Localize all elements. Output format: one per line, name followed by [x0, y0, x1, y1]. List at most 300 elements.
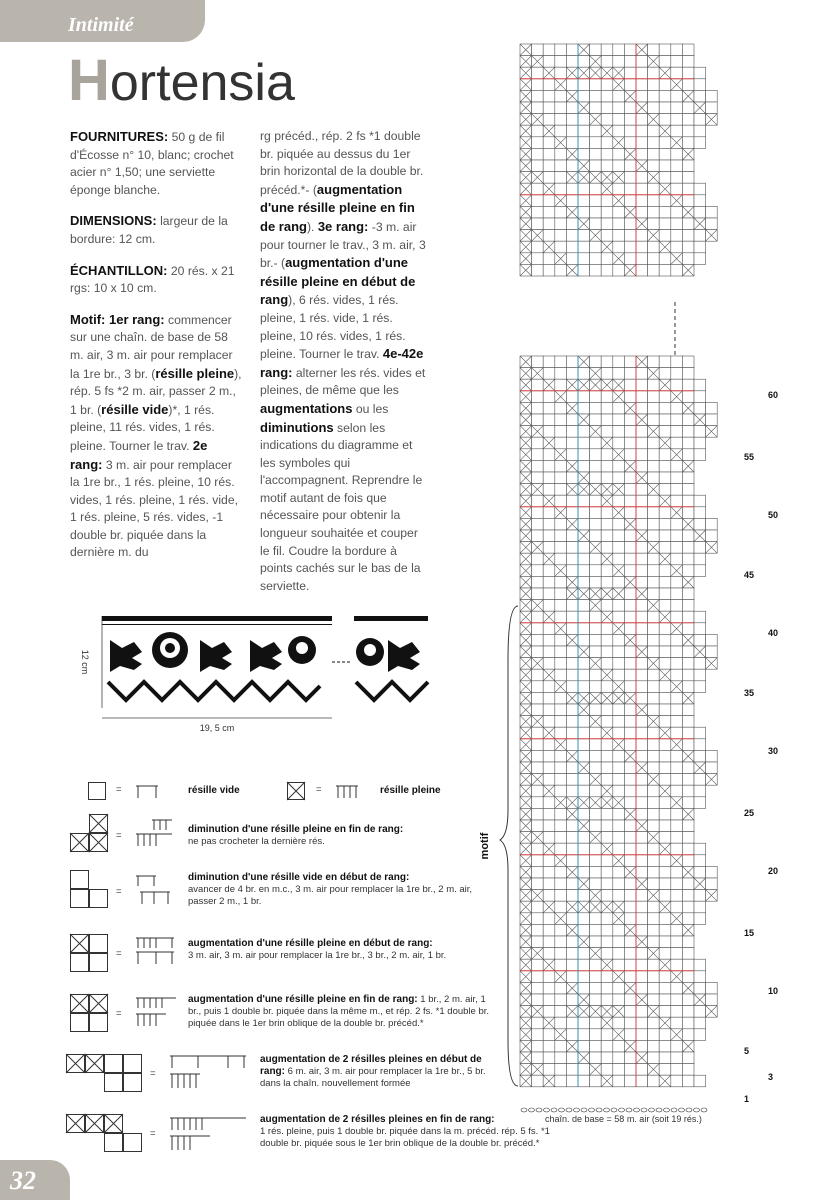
grid-cell	[694, 67, 706, 79]
grid-cell	[671, 924, 683, 936]
grid-cell	[682, 936, 694, 948]
grid-cell	[543, 530, 555, 542]
grid-cell	[648, 994, 660, 1006]
grid-cell	[636, 460, 648, 472]
grid-cell	[543, 1052, 555, 1064]
base-chain-stitch	[634, 1108, 640, 1112]
base-chain-stitch	[529, 1108, 535, 1112]
grid-cell	[613, 924, 625, 936]
grid-cell	[682, 437, 694, 449]
grid-cell	[694, 79, 706, 91]
grid-cell	[648, 727, 660, 739]
grid-cell	[636, 959, 648, 971]
grid-cell	[578, 495, 590, 507]
grid-cell	[671, 634, 683, 646]
grid-cell	[566, 472, 578, 484]
grid-cell	[682, 391, 694, 403]
grid-cell	[636, 971, 648, 983]
legend-title: résille pleine	[380, 785, 441, 796]
grid-cell	[590, 460, 602, 472]
base-chain-stitch	[626, 1108, 632, 1112]
grid-cell	[671, 206, 683, 218]
grid-cell	[578, 750, 590, 762]
grid-cell	[636, 125, 648, 137]
grid-cell	[636, 391, 648, 403]
grid-cell	[566, 391, 578, 403]
row-label: 20	[768, 866, 779, 876]
grid-cell	[648, 102, 660, 114]
grid-cell	[671, 484, 683, 496]
grid-cell	[532, 67, 544, 79]
grid-cell	[555, 669, 567, 681]
grid-cell	[636, 56, 648, 68]
base-chain-stitch	[649, 1108, 655, 1112]
grid-cell	[624, 472, 636, 484]
grid-cell	[601, 368, 613, 380]
grid-cell	[543, 172, 555, 184]
grid-cell	[601, 948, 613, 960]
grid-cell	[532, 518, 544, 530]
grid-cell	[578, 1017, 590, 1029]
grid-cell	[613, 414, 625, 426]
grid-cell	[543, 808, 555, 820]
grid-cell	[555, 472, 567, 484]
grid-cell	[671, 901, 683, 913]
grid-cell	[532, 356, 544, 368]
grid-cell	[648, 623, 660, 635]
grid-cell	[648, 924, 660, 936]
grid-cell	[601, 137, 613, 149]
grid-cell	[636, 241, 648, 253]
grid-cell	[601, 460, 613, 472]
grid-cell	[671, 495, 683, 507]
grid-cell	[543, 820, 555, 832]
grid-cell	[624, 56, 636, 68]
legend-title: augmentation d'une résille pleine en début de rang:	[188, 938, 433, 949]
grid-cell	[578, 449, 590, 461]
grid-cell	[555, 125, 567, 137]
grid-cell	[636, 901, 648, 913]
grid-cell	[694, 797, 706, 809]
grid-cell	[648, 253, 660, 265]
grid-cell	[590, 1052, 602, 1064]
grid-cell	[659, 855, 671, 867]
grid-cell	[624, 727, 636, 739]
grid-cell	[601, 449, 613, 461]
motif-brace	[500, 606, 518, 1086]
grid-cell	[624, 855, 636, 867]
grid-cell	[578, 565, 590, 577]
grid-cell	[648, 808, 660, 820]
grid-cell	[555, 67, 567, 79]
grid-cell	[578, 774, 590, 786]
grid-cell	[694, 206, 706, 218]
grid-cell	[532, 218, 544, 230]
stitch-symbol	[334, 784, 362, 800]
grid-cell	[624, 414, 636, 426]
grid-cell	[578, 426, 590, 438]
grid-cell	[682, 739, 694, 751]
grid-cell	[682, 704, 694, 716]
grid-cell	[590, 125, 602, 137]
stitch-symbol	[168, 1054, 248, 1090]
grid-cell	[682, 762, 694, 774]
grid-cell	[566, 1029, 578, 1041]
grid-cell	[555, 1017, 567, 1029]
grid-cell	[648, 855, 660, 867]
grid-cell	[706, 878, 718, 890]
grid-cell	[671, 890, 683, 902]
grid-cell	[671, 218, 683, 230]
grid-cell	[566, 785, 578, 797]
grid-cell	[590, 518, 602, 530]
grid-cell	[613, 959, 625, 971]
grid-cell	[578, 1029, 590, 1041]
legend-title: augmentation d'une résille pleine en fin de rang:	[188, 994, 418, 1005]
grid-cell	[578, 716, 590, 728]
grid-cell	[613, 820, 625, 832]
grid-cell	[543, 913, 555, 925]
grid-cell	[543, 102, 555, 114]
grid-cell	[543, 716, 555, 728]
grid-cell	[682, 646, 694, 658]
grid-cell	[694, 1029, 706, 1041]
grid-cell	[532, 1029, 544, 1041]
grid-cell	[671, 553, 683, 565]
grid-cell	[671, 542, 683, 554]
grid-cell	[636, 437, 648, 449]
grid-cell	[613, 264, 625, 276]
grid-cell	[636, 495, 648, 507]
grid-cell	[566, 820, 578, 832]
grid-cell	[636, 253, 648, 265]
grid-cell	[613, 553, 625, 565]
grid-cell	[659, 206, 671, 218]
grid-cell	[543, 936, 555, 948]
stitch-symbol	[168, 1116, 248, 1152]
grid-cell	[555, 936, 567, 948]
grid-cell	[532, 553, 544, 565]
grid-cell	[566, 646, 578, 658]
grid-cell	[624, 426, 636, 438]
grid-cell	[532, 669, 544, 681]
grid-cell	[590, 507, 602, 519]
diagram-main-part	[520, 356, 717, 1087]
grid-cell	[636, 669, 648, 681]
grid-cell	[566, 426, 578, 438]
grid-cell	[682, 1064, 694, 1076]
grid-cell	[555, 901, 567, 913]
grid-cell	[613, 114, 625, 126]
grid-cell	[624, 843, 636, 855]
grid-cell	[613, 948, 625, 960]
grid-cell	[659, 264, 671, 276]
grid-cell	[659, 704, 671, 716]
grid-cell	[671, 843, 683, 855]
grid-cell	[659, 542, 671, 554]
grid-cell	[601, 924, 613, 936]
grid-cell	[694, 843, 706, 855]
grid-cell	[543, 832, 555, 844]
grid-cell	[578, 1064, 590, 1076]
grid-cell	[682, 959, 694, 971]
grid-cell	[590, 1075, 602, 1087]
grid-cell	[566, 704, 578, 716]
row-label: 35	[744, 688, 755, 698]
grid-cell	[566, 1052, 578, 1064]
grid-cell	[543, 600, 555, 612]
grid-cell	[694, 623, 706, 635]
grid-cell	[613, 576, 625, 588]
grid-cell	[578, 90, 590, 102]
grid-cell	[566, 356, 578, 368]
grid-cell	[590, 402, 602, 414]
grid-cell	[555, 762, 567, 774]
grid-cell	[532, 820, 544, 832]
grid-cell	[590, 878, 602, 890]
grid-cell	[624, 172, 636, 184]
grid-cell	[682, 1006, 694, 1018]
grid-cell	[532, 1075, 544, 1087]
grid-cell	[543, 472, 555, 484]
grid-cell	[555, 611, 567, 623]
grid-cell	[543, 518, 555, 530]
grid-cell	[532, 982, 544, 994]
grid-cell	[624, 183, 636, 195]
grid-cell	[555, 866, 567, 878]
grid-cell	[555, 890, 567, 902]
grid-cell	[578, 623, 590, 635]
grid-cell	[648, 704, 660, 716]
grid-cell	[671, 669, 683, 681]
grid-cell	[659, 148, 671, 160]
grid-cell	[566, 449, 578, 461]
grid-cell	[694, 241, 706, 253]
grid-cell	[659, 218, 671, 230]
row-label: 40	[768, 628, 779, 638]
grid-cell	[648, 959, 660, 971]
grid-cell	[659, 716, 671, 728]
grid-cell	[543, 264, 555, 276]
grid-cell	[543, 1006, 555, 1018]
grid-cell	[555, 924, 567, 936]
grid-cell	[601, 195, 613, 207]
grid-cell	[555, 102, 567, 114]
grid-cell	[543, 356, 555, 368]
grid-cell	[543, 542, 555, 554]
grid-cell	[624, 125, 636, 137]
grid-cell	[578, 959, 590, 971]
grid-cell	[590, 843, 602, 855]
grid-cell	[636, 402, 648, 414]
grid-cell	[624, 901, 636, 913]
grid-cell	[578, 241, 590, 253]
grid-cell	[601, 913, 613, 925]
col2-text: rg précéd., rép. 2 fs *1 double br. piquée au dessus du 1er brin horizontal de la double br. précéd.*- (	[260, 129, 424, 197]
grid-cell	[682, 530, 694, 542]
grid-cell	[532, 565, 544, 577]
grid-cell	[543, 866, 555, 878]
grid-cell	[601, 623, 613, 635]
grid-cell	[682, 994, 694, 1006]
grid-cell	[671, 102, 683, 114]
grid-cell	[682, 716, 694, 728]
grid-cell	[578, 576, 590, 588]
grid-cell	[648, 762, 660, 774]
grid-cell	[659, 646, 671, 658]
grid-cell	[636, 368, 648, 380]
grid-cell	[648, 414, 660, 426]
grid-cell	[659, 913, 671, 925]
grid-cell	[636, 206, 648, 218]
grid-cell	[601, 148, 613, 160]
grid-cell	[648, 797, 660, 809]
grid-cell	[682, 1017, 694, 1029]
grid-cell	[659, 102, 671, 114]
grid-cell	[590, 1040, 602, 1052]
grid-cell	[601, 576, 613, 588]
grid-cell	[694, 253, 706, 265]
grid-cell	[613, 495, 625, 507]
grid-cell	[659, 924, 671, 936]
grid-cell	[624, 449, 636, 461]
grid-cell	[671, 148, 683, 160]
instructions-column-1	[70, 128, 242, 575]
grid-cell	[601, 681, 613, 693]
grid-cell	[671, 125, 683, 137]
grid-cell	[590, 634, 602, 646]
stitch-symbol	[134, 872, 174, 906]
grid-cell	[636, 542, 648, 554]
grid-cell	[682, 948, 694, 960]
grid-cell	[555, 368, 567, 380]
grid-cell	[566, 79, 578, 91]
grid-cell	[613, 183, 625, 195]
grid-cell	[694, 379, 706, 391]
grid-cell	[636, 774, 648, 786]
equals-sign: =	[116, 948, 122, 959]
grid-cell	[624, 484, 636, 496]
grid-cell	[694, 449, 706, 461]
legend-text: 3 m. air, 3 m. air pour remplacer la 1re br., 3 br., 2 m. air, 1 br.	[188, 950, 447, 961]
grid-cell	[532, 646, 544, 658]
grid-cell	[624, 1052, 636, 1064]
grid-cell	[590, 936, 602, 948]
grid-cell	[532, 183, 544, 195]
grid-cell	[601, 1040, 613, 1052]
grid-cell	[624, 553, 636, 565]
grid-cell	[682, 611, 694, 623]
grid-cell	[671, 44, 683, 56]
grid-cell	[624, 832, 636, 844]
grid-cell	[682, 507, 694, 519]
grid-cell	[601, 356, 613, 368]
grid-cell	[601, 507, 613, 519]
grid-cell	[624, 611, 636, 623]
grid-cell	[543, 391, 555, 403]
grid-cell	[601, 750, 613, 762]
grid-cell	[613, 460, 625, 472]
grid-cell	[601, 264, 613, 276]
grid-cell	[555, 658, 567, 670]
grid-cell	[566, 230, 578, 242]
grid-cell	[578, 808, 590, 820]
grid-cell	[659, 426, 671, 438]
grid-cell	[590, 1029, 602, 1041]
grid-cell	[590, 195, 602, 207]
grid-cell	[636, 172, 648, 184]
grid-cell	[590, 866, 602, 878]
grid-cell	[671, 576, 683, 588]
grid-cell	[648, 634, 660, 646]
grid-cell	[671, 1040, 683, 1052]
grid-cell	[682, 56, 694, 68]
grid-cell	[682, 172, 694, 184]
grid-cell	[624, 948, 636, 960]
grid-cell	[555, 808, 567, 820]
row-label: 55	[744, 452, 755, 462]
base-chain-stitch	[574, 1108, 580, 1112]
grid-cell	[636, 855, 648, 867]
grid-cell	[694, 727, 706, 739]
grid-cell	[648, 90, 660, 102]
grid-cell	[694, 750, 706, 762]
grid-cell	[648, 913, 660, 925]
grid-cell	[555, 878, 567, 890]
grid-cell	[601, 402, 613, 414]
grid-cell	[694, 774, 706, 786]
grid-cell	[543, 890, 555, 902]
base-chain-stitch	[611, 1108, 617, 1112]
col2-text: -3 m. air pour tourner le trav., 3 m. air, 3 br.- (	[260, 219, 426, 271]
increase-two-end-symbol	[66, 1114, 142, 1152]
grid-cell	[671, 230, 683, 242]
grid-cell	[543, 56, 555, 68]
grid-cell	[601, 56, 613, 68]
grid-cell	[636, 114, 648, 126]
grid-cell	[659, 230, 671, 242]
grid-cell	[555, 264, 567, 276]
grid-cell	[566, 195, 578, 207]
grid-cell	[659, 692, 671, 704]
grid-cell	[566, 716, 578, 728]
grid-cell	[659, 472, 671, 484]
grid-cell	[636, 913, 648, 925]
grid-cell	[706, 982, 718, 994]
grid-cell	[613, 1052, 625, 1064]
aug-term: augmentation d'une résille pleine en fin de rang	[260, 181, 415, 234]
grid-cell	[694, 565, 706, 577]
grid-cell	[578, 460, 590, 472]
grid-cell	[601, 866, 613, 878]
grid-cell	[659, 356, 671, 368]
grid-cell	[682, 681, 694, 693]
grid-cell	[613, 90, 625, 102]
grid-cell	[590, 183, 602, 195]
grid-cell	[566, 727, 578, 739]
grid-cell	[566, 1064, 578, 1076]
grid-cell	[648, 878, 660, 890]
grid-cell	[566, 530, 578, 542]
grid-cell	[671, 114, 683, 126]
grid-cell	[543, 634, 555, 646]
title-rest: ortensia	[109, 54, 295, 112]
grid-cell	[555, 600, 567, 612]
grid-cell	[566, 774, 578, 786]
grid-cell	[671, 1064, 683, 1076]
grid-cell	[659, 195, 671, 207]
grid-cell	[659, 1052, 671, 1064]
